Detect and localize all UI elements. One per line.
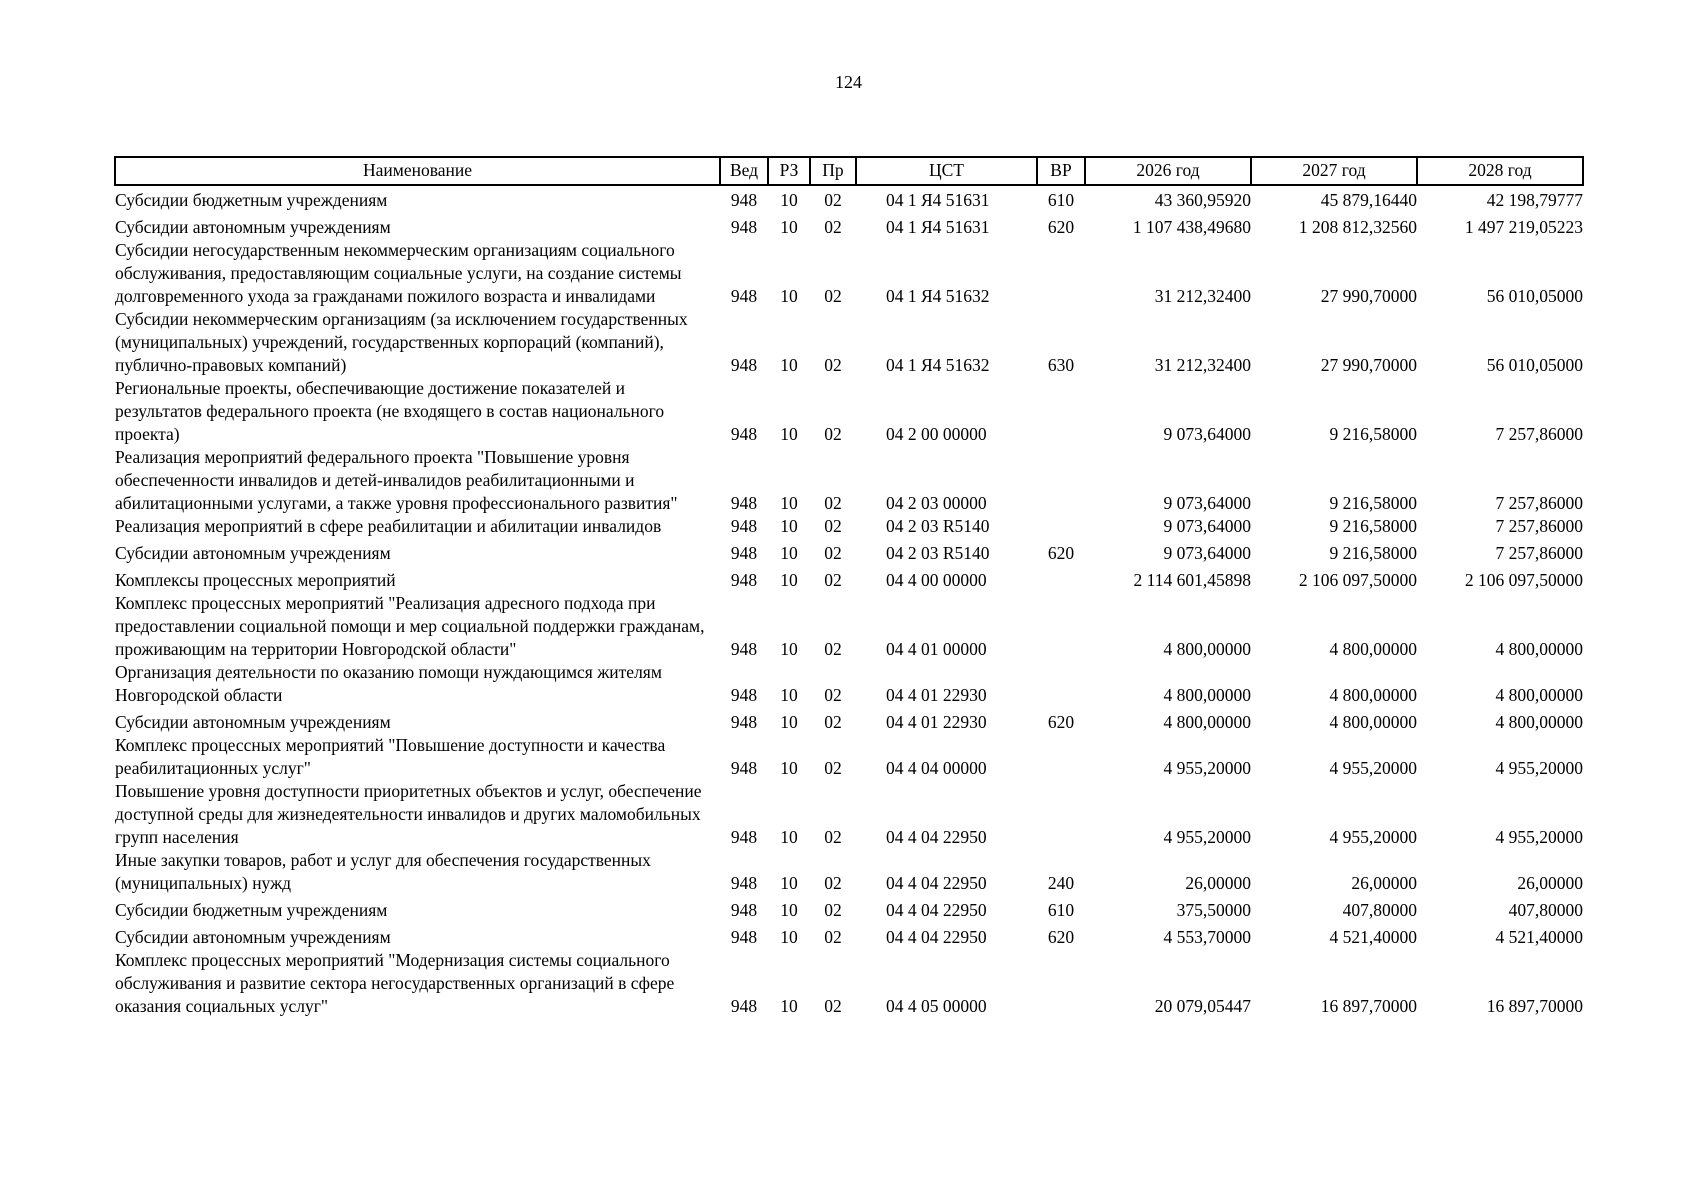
cell-y2027: 9 216,58000 xyxy=(1329,543,1417,563)
cell-y2027: 27 990,70000 xyxy=(1320,286,1417,306)
table-row xyxy=(115,446,1583,515)
cell-cst: 04 1 Я4 51632 xyxy=(886,286,990,306)
cell-vr xyxy=(1037,377,1085,446)
cell-y2026: 4 955,20000 xyxy=(1163,827,1251,847)
cell-vr xyxy=(1037,592,1085,661)
cell-name: Комплекс процессных мероприятий "Модернизация системы социального обслуживания и развитие сектора негосударственных организаций в сфере оказания социальных услуг" xyxy=(115,950,675,1016)
cell-y2027: 407,80000 xyxy=(1342,900,1417,920)
cell-name: Субсидии автономным учреждениям xyxy=(115,543,391,563)
header-2026: 2026 год xyxy=(1085,157,1251,185)
cell-y2027: 4 521,40000 xyxy=(1329,927,1417,947)
cell-vr xyxy=(1037,949,1085,1018)
cell-ved: 948 xyxy=(730,286,758,306)
cell-y2026: 4 955,20000 xyxy=(1163,758,1251,778)
cell-y2027: 4 800,00000 xyxy=(1329,712,1417,732)
table-row xyxy=(115,734,1583,780)
cell-y2027: 4 955,20000 xyxy=(1329,827,1417,847)
cell-cst: 04 4 05 00000 xyxy=(886,996,987,1016)
cell-cst: 04 4 04 22950 xyxy=(886,827,987,847)
cell-ved: 948 xyxy=(730,685,758,705)
cell-rz: 10 xyxy=(780,424,798,444)
cell-ved: 948 xyxy=(730,873,758,893)
budget-table xyxy=(114,156,1584,1018)
cell-vr: 610 xyxy=(1047,190,1075,210)
cell-ved: 948 xyxy=(730,996,758,1016)
cell-ved: 948 xyxy=(730,570,758,590)
cell-pr: 02 xyxy=(824,516,842,536)
cell-y2026: 9 073,64000 xyxy=(1163,493,1251,513)
cell-y2028: 4 955,20000 xyxy=(1495,827,1583,847)
header-rz: РЗ xyxy=(768,157,810,185)
cell-pr: 02 xyxy=(824,217,842,237)
cell-ved: 948 xyxy=(730,516,758,536)
cell-y2027: 45 879,16440 xyxy=(1320,190,1417,210)
table-row xyxy=(115,515,1583,538)
cell-cst: 04 2 03 00000 xyxy=(886,493,987,513)
cell-vr xyxy=(1037,446,1085,515)
cell-name: Комплекс процессных мероприятий "Повышение доступности и качества реабилитационных услуг" xyxy=(115,735,666,778)
cell-y2028: 7 257,86000 xyxy=(1495,516,1583,536)
cell-name: Комплексы процессных мероприятий xyxy=(115,570,396,590)
cell-name: Субсидии автономным учреждениям xyxy=(115,217,391,237)
cell-y2027: 4 800,00000 xyxy=(1329,685,1417,705)
cell-vr: 620 xyxy=(1047,712,1075,732)
cell-pr: 02 xyxy=(824,827,842,847)
cell-cst: 04 2 00 00000 xyxy=(886,424,987,444)
cell-rz: 10 xyxy=(780,758,798,778)
cell-y2026: 4 800,00000 xyxy=(1163,685,1251,705)
header-name: Наименование xyxy=(115,157,720,185)
cell-vr: 620 xyxy=(1047,543,1075,563)
cell-rz: 10 xyxy=(780,516,798,536)
cell-y2028: 4 521,40000 xyxy=(1495,927,1583,947)
cell-y2027: 4 800,00000 xyxy=(1329,639,1417,659)
table-row xyxy=(115,949,1583,1018)
header-pr: Пр xyxy=(810,157,856,185)
header-2027: 2027 год xyxy=(1251,157,1417,185)
table-row xyxy=(115,308,1583,377)
cell-pr: 02 xyxy=(824,927,842,947)
cell-cst: 04 1 Я4 51631 xyxy=(886,217,990,237)
cell-name: Комплекс процессных мероприятий "Реализация адресного подхода при предоставлении социальной помощи и мер социальной поддержки гражданам, проживающим на территории Новгородской области" xyxy=(115,593,705,659)
table-row xyxy=(115,538,1583,565)
cell-rz: 10 xyxy=(780,493,798,513)
cell-ved: 948 xyxy=(730,758,758,778)
cell-y2026: 9 073,64000 xyxy=(1163,543,1251,563)
cell-pr: 02 xyxy=(824,712,842,732)
cell-y2028: 1 497 219,05223 xyxy=(1464,217,1583,237)
cell-y2028: 42 198,79777 xyxy=(1486,190,1583,210)
cell-cst: 04 4 04 22950 xyxy=(886,873,987,893)
table-row xyxy=(115,565,1583,592)
cell-cst: 04 4 00 00000 xyxy=(886,570,987,590)
table-row xyxy=(115,661,1583,707)
cell-rz: 10 xyxy=(780,217,798,237)
cell-pr: 02 xyxy=(824,355,842,375)
cell-ved: 948 xyxy=(730,927,758,947)
cell-pr: 02 xyxy=(824,570,842,590)
cell-y2028: 56 010,05000 xyxy=(1486,355,1583,375)
cell-vr: 240 xyxy=(1047,873,1075,893)
cell-y2028: 56 010,05000 xyxy=(1486,286,1583,306)
cell-y2027: 26,00000 xyxy=(1351,873,1417,893)
cell-y2027: 9 216,58000 xyxy=(1329,493,1417,513)
cell-y2026: 2 114 601,45898 xyxy=(1133,570,1251,590)
header-vr: ВР xyxy=(1037,157,1085,185)
cell-cst: 04 4 04 22950 xyxy=(886,900,987,920)
cell-pr: 02 xyxy=(824,286,842,306)
cell-rz: 10 xyxy=(780,827,798,847)
cell-rz: 10 xyxy=(780,190,798,210)
cell-vr xyxy=(1037,780,1085,849)
table-row xyxy=(115,212,1583,239)
cell-y2026: 20 079,05447 xyxy=(1154,996,1251,1016)
cell-y2027: 27 990,70000 xyxy=(1320,355,1417,375)
cell-y2028: 2 106 097,50000 xyxy=(1464,570,1583,590)
cell-rz: 10 xyxy=(780,996,798,1016)
cell-cst: 04 4 01 22930 xyxy=(886,712,987,732)
cell-cst: 04 1 Я4 51631 xyxy=(886,190,990,210)
cell-ved: 948 xyxy=(730,712,758,732)
cell-y2027: 2 106 097,50000 xyxy=(1298,570,1417,590)
cell-y2028: 407,80000 xyxy=(1508,900,1583,920)
cell-vr xyxy=(1037,661,1085,707)
cell-ved: 948 xyxy=(730,493,758,513)
cell-cst: 04 2 03 R5140 xyxy=(886,543,990,563)
cell-pr: 02 xyxy=(824,543,842,563)
cell-pr: 02 xyxy=(824,190,842,210)
cell-rz: 10 xyxy=(780,355,798,375)
cell-cst: 04 4 04 22950 xyxy=(886,927,987,947)
cell-ved: 948 xyxy=(730,639,758,659)
table-row xyxy=(115,922,1583,949)
cell-name: Субсидии автономным учреждениям xyxy=(115,712,391,732)
cell-y2026: 4 800,00000 xyxy=(1163,712,1251,732)
cell-name: Субсидии автономным учреждениям xyxy=(115,927,391,947)
cell-rz: 10 xyxy=(780,543,798,563)
cell-pr: 02 xyxy=(824,685,842,705)
cell-y2028: 16 897,70000 xyxy=(1486,996,1583,1016)
cell-name: Региональные проекты, обеспечивающие достижение показателей и результатов федерального проекта (не входящего в состав национального проекта) xyxy=(115,378,665,444)
cell-pr: 02 xyxy=(824,996,842,1016)
cell-y2026: 9 073,64000 xyxy=(1163,516,1251,536)
cell-pr: 02 xyxy=(824,900,842,920)
cell-ved: 948 xyxy=(730,355,758,375)
header-ved: Вед xyxy=(720,157,768,185)
cell-y2027: 1 208 812,32560 xyxy=(1298,217,1417,237)
cell-ved: 948 xyxy=(730,543,758,563)
header-2028: 2028 год xyxy=(1417,157,1583,185)
cell-name: Повышение уровня доступности приоритетных объектов и услуг, обеспечение доступной среды для жизнедеятельности инвалидов и других маломобильных групп населения xyxy=(115,781,702,847)
cell-cst: 04 4 01 22930 xyxy=(886,685,987,705)
cell-y2028: 7 257,86000 xyxy=(1495,493,1583,513)
cell-y2026: 4 800,00000 xyxy=(1163,639,1251,659)
cell-cst: 04 4 01 00000 xyxy=(886,639,987,659)
cell-y2028: 26,00000 xyxy=(1517,873,1583,893)
table-row xyxy=(115,377,1583,446)
cell-y2028: 7 257,86000 xyxy=(1495,424,1583,444)
cell-y2028: 4 800,00000 xyxy=(1495,639,1583,659)
page-number: 124 xyxy=(835,72,862,92)
cell-cst: 04 4 04 00000 xyxy=(886,758,987,778)
cell-y2028: 4 800,00000 xyxy=(1495,685,1583,705)
table-row xyxy=(115,895,1583,922)
cell-pr: 02 xyxy=(824,493,842,513)
cell-name: Организация деятельности по оказанию помощи нуждающимся жителям Новгородской области xyxy=(115,662,662,705)
cell-vr: 620 xyxy=(1047,217,1075,237)
cell-rz: 10 xyxy=(780,286,798,306)
cell-name: Субсидии некоммерческим организациям (за исключением государственных (муниципальных) учреждений, государственных корпораций (компаний), публично-правовых компаний) xyxy=(115,309,688,375)
cell-pr: 02 xyxy=(824,873,842,893)
cell-rz: 10 xyxy=(780,873,798,893)
table-header-row xyxy=(115,157,1583,185)
cell-vr: 610 xyxy=(1047,900,1075,920)
header-cst: ЦСТ xyxy=(856,157,1037,185)
cell-name: Субсидии негосударственным некоммерческим организациям социального обслуживания, предоставляющим социальные услуги, на создание системы долговременного ухода за гражданами пожилого возраста и инвалидами xyxy=(115,240,682,306)
table-row xyxy=(115,707,1583,734)
cell-y2026: 31 212,32400 xyxy=(1154,355,1251,375)
cell-vr xyxy=(1037,239,1085,308)
table-row xyxy=(115,849,1583,895)
cell-cst: 04 2 03 R5140 xyxy=(886,516,990,536)
table-row xyxy=(115,185,1583,212)
cell-pr: 02 xyxy=(824,758,842,778)
cell-vr: 630 xyxy=(1047,355,1075,375)
table-body xyxy=(115,185,1583,1018)
cell-y2026: 31 212,32400 xyxy=(1154,286,1251,306)
cell-y2027: 16 897,70000 xyxy=(1320,996,1417,1016)
cell-ved: 948 xyxy=(730,424,758,444)
cell-y2027: 4 955,20000 xyxy=(1329,758,1417,778)
table-row xyxy=(115,780,1583,849)
cell-y2028: 7 257,86000 xyxy=(1495,543,1583,563)
cell-name: Субсидии бюджетным учреждениям xyxy=(115,190,388,210)
cell-y2026: 9 073,64000 xyxy=(1163,424,1251,444)
cell-y2027: 9 216,58000 xyxy=(1329,516,1417,536)
cell-y2026: 1 107 438,49680 xyxy=(1132,217,1251,237)
cell-ved: 948 xyxy=(730,217,758,237)
cell-rz: 10 xyxy=(780,900,798,920)
cell-pr: 02 xyxy=(824,424,842,444)
cell-y2028: 4 800,00000 xyxy=(1495,712,1583,732)
table-row xyxy=(115,592,1583,661)
cell-y2028: 4 955,20000 xyxy=(1495,758,1583,778)
cell-rz: 10 xyxy=(780,570,798,590)
cell-vr: 620 xyxy=(1047,927,1075,947)
cell-y2026: 375,50000 xyxy=(1176,900,1251,920)
table-row xyxy=(115,239,1583,308)
cell-name: Субсидии бюджетным учреждениям xyxy=(115,900,388,920)
cell-y2026: 4 553,70000 xyxy=(1163,927,1251,947)
cell-rz: 10 xyxy=(780,712,798,732)
cell-cst: 04 1 Я4 51632 xyxy=(886,355,990,375)
cell-ved: 948 xyxy=(730,827,758,847)
cell-name: Иные закупки товаров, работ и услуг для обеспечения государственных (муниципальных) нужд xyxy=(115,850,651,893)
cell-y2027: 9 216,58000 xyxy=(1329,424,1417,444)
cell-pr: 02 xyxy=(824,639,842,659)
cell-vr xyxy=(1037,565,1085,592)
cell-y2026: 43 360,95920 xyxy=(1154,190,1251,210)
cell-vr xyxy=(1037,515,1085,538)
cell-rz: 10 xyxy=(780,685,798,705)
cell-name: Реализация мероприятий федерального проекта "Повышение уровня обеспеченности инвалидов и детей-инвалидов реабилитационными и абилитационными услугами, а также уровня профессионального развития" xyxy=(115,447,678,513)
cell-name: Реализация мероприятий в сфере реабилитации и абилитации инвалидов xyxy=(115,516,662,536)
cell-ved: 948 xyxy=(730,900,758,920)
cell-y2026: 26,00000 xyxy=(1185,873,1251,893)
cell-rz: 10 xyxy=(780,639,798,659)
cell-rz: 10 xyxy=(780,927,798,947)
cell-vr xyxy=(1037,734,1085,780)
cell-ved: 948 xyxy=(730,190,758,210)
